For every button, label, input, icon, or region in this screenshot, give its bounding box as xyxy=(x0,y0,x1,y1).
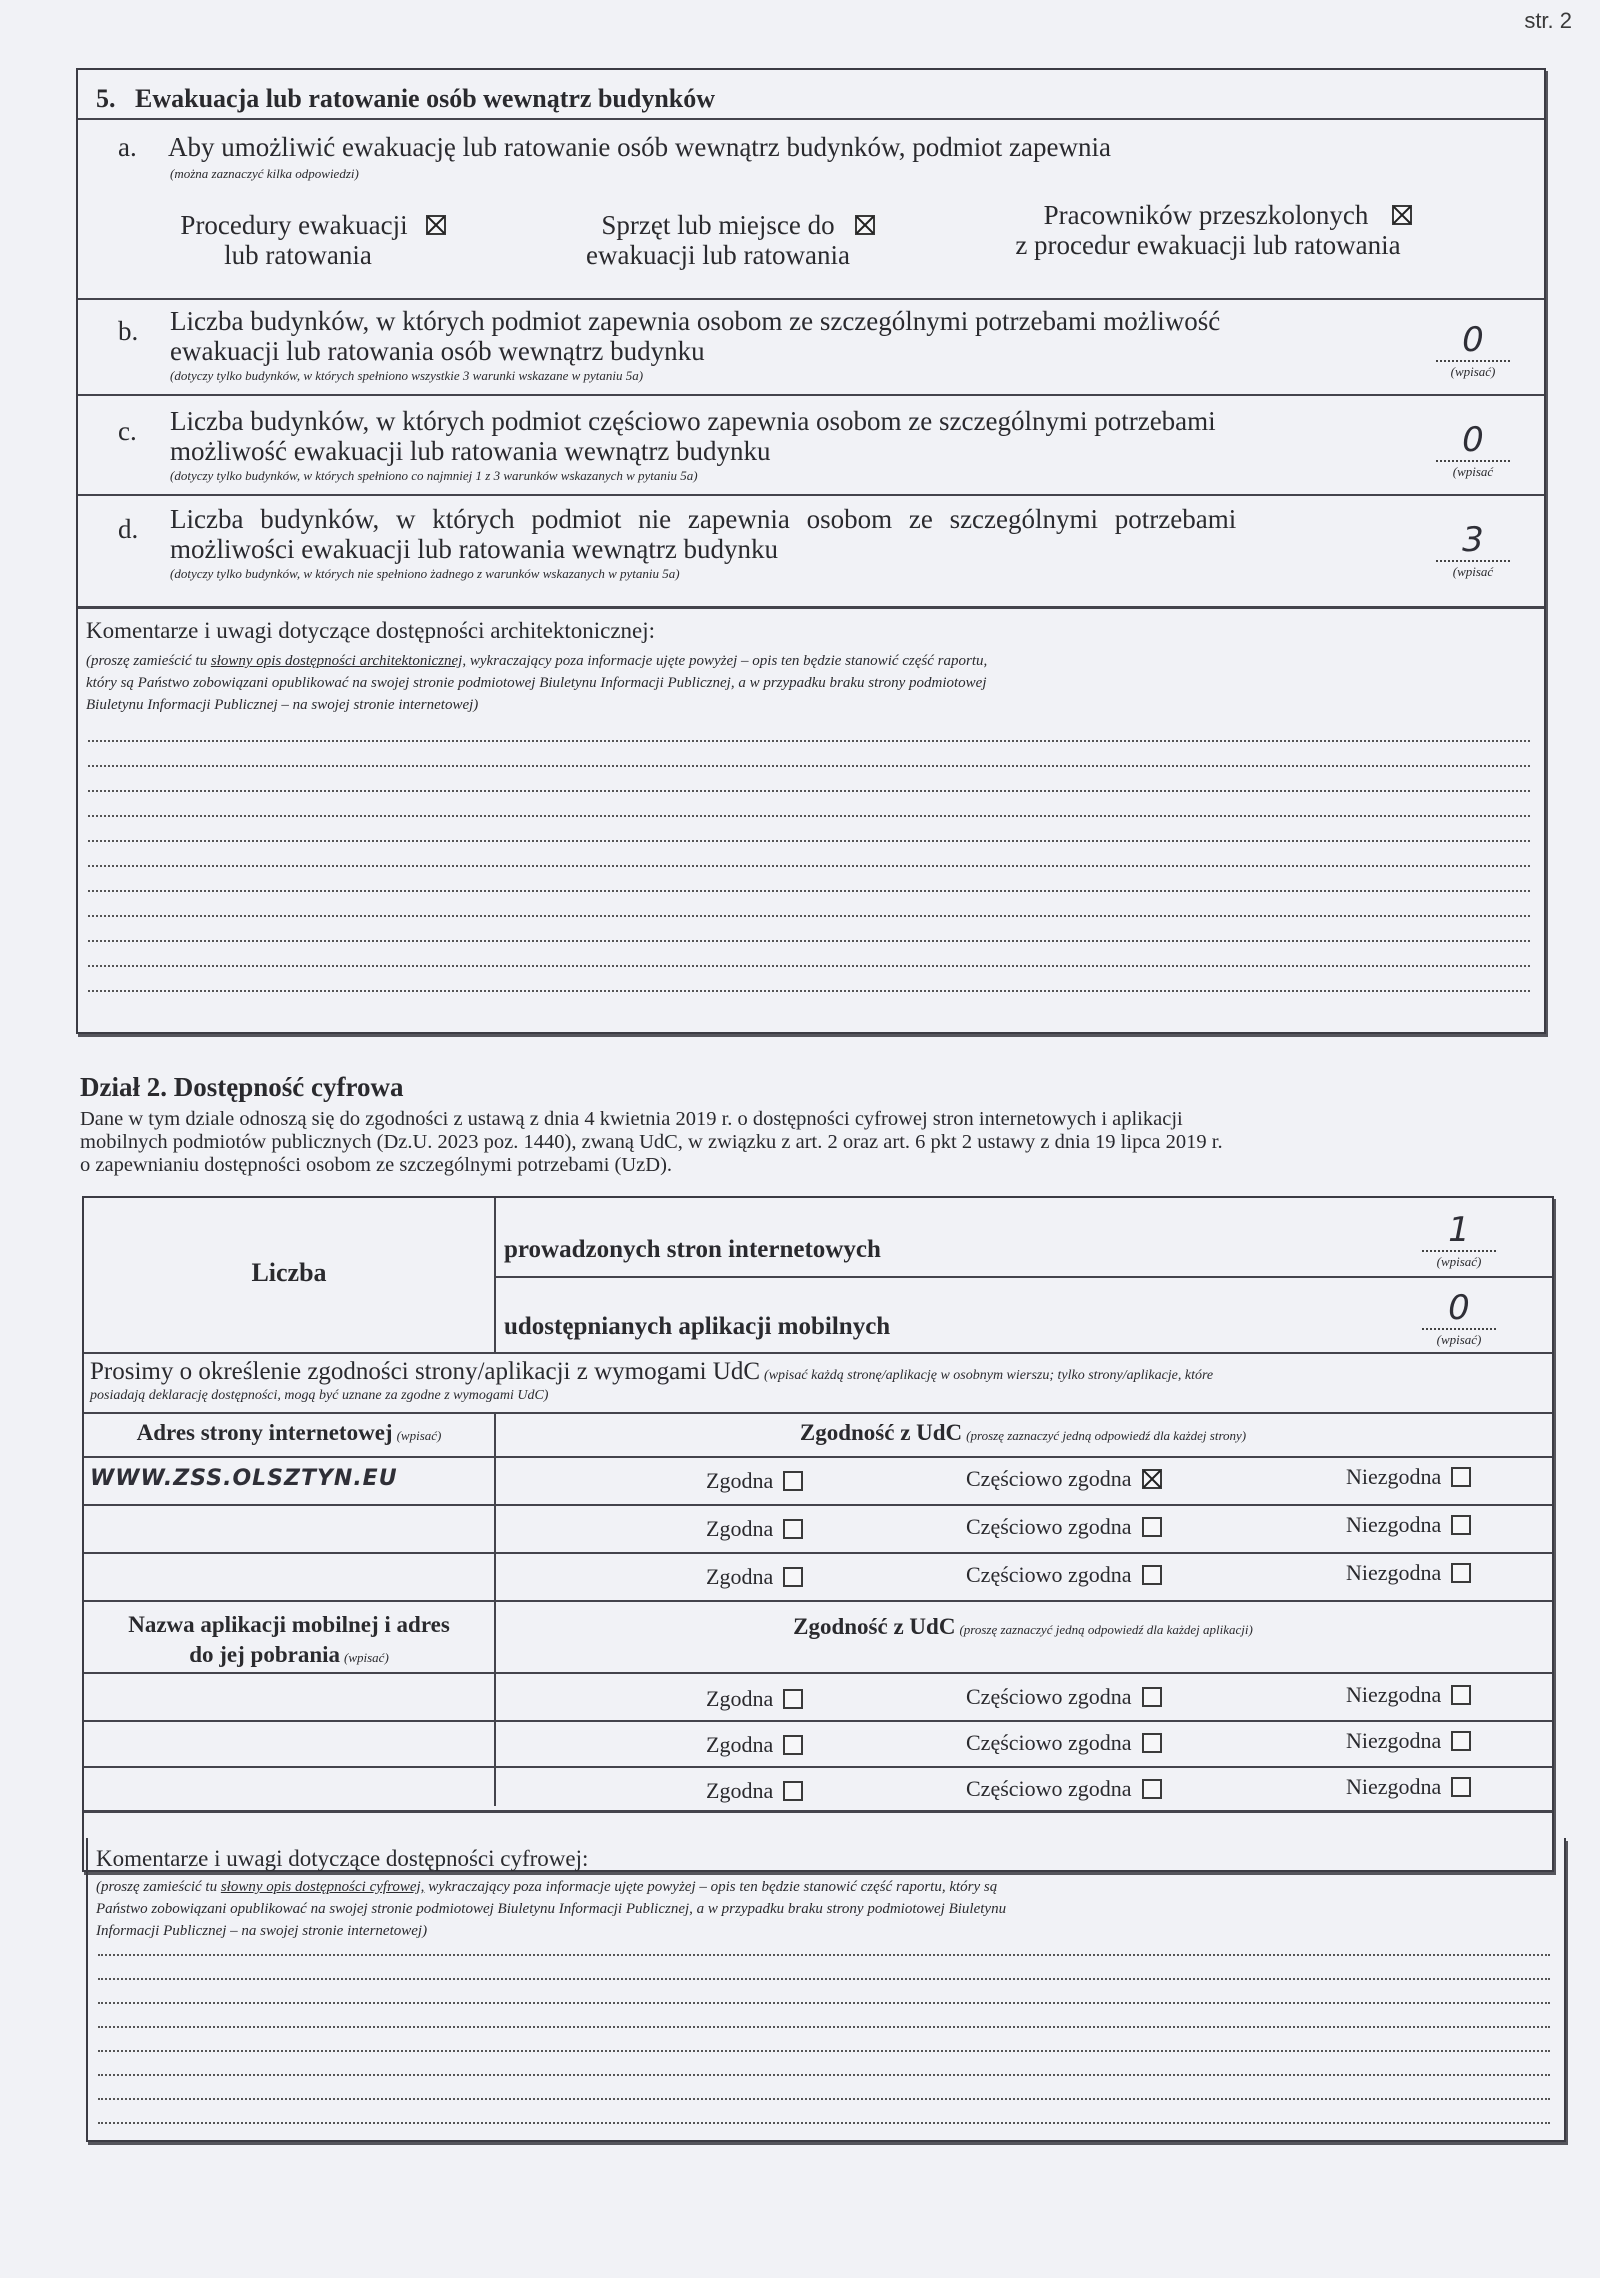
note-underlined: słowny opis dostępności architektonicznej, xyxy=(210,653,467,669)
apps-col2-note: (proszę zaznaczyć jedną odpowiedź dla każdej aplikacji) xyxy=(959,1622,1253,1637)
question-5b-line1: Liczba budynków, w których podmiot zapewnia osobom ze szczególnymi potrzebami możliwość xyxy=(170,306,1221,336)
option-zgodna-label: Zgodna xyxy=(706,1686,774,1711)
option-niezgodna-label: Niezgodna xyxy=(1346,1728,1442,1753)
compliance-prompt xyxy=(90,1358,1546,1404)
checkbox-czesciowo-zgodna[interactable] xyxy=(1142,1469,1162,1489)
checkbox-niezgodna[interactable] xyxy=(1451,1731,1471,1751)
option-czesciowo-label: Częściowo zgodna xyxy=(966,1776,1132,1801)
apps-col1-hint: (wpisać) xyxy=(344,1650,389,1665)
apps-count-label: udostępnianych aplikacji mobilnych xyxy=(504,1313,891,1340)
option-trained-staff-label2: z procedur ewakuacji lub ratowania xyxy=(1015,230,1401,260)
question-5c-note: (dotyczy tylko budynków, w których spełniono co najmniej 1 z 3 warunków wskazanych w pytaniu 5a) xyxy=(170,468,698,483)
intro-line1: Dane w tym dziale odnoszą się do zgodności z ustawą z dnia 4 kwietnia 2019 r. o dostępności cyfrowej stron internetowych i aplikacji xyxy=(80,1108,1183,1130)
website-address-input[interactable] xyxy=(90,1514,486,1544)
answer-5c[interactable] xyxy=(1418,420,1528,480)
website-address-input[interactable]: WWW.ZSS.OLSZTYN.EU xyxy=(90,1466,398,1491)
website-address-input[interactable] xyxy=(90,1562,486,1592)
option-czesciowo-label: Częściowo zgodna xyxy=(966,1514,1132,1539)
apps-count-hint: (wpisać) xyxy=(1436,1332,1482,1347)
question-5c-line1: Liczba budynków, w których podmiot częściowo zapewnia osobom ze szczególnymi potrzebami xyxy=(170,406,1216,436)
architectural-comments-note xyxy=(86,650,1526,716)
section-5-box xyxy=(76,68,1546,1034)
question-5d-line2: możliwości ewakuacji lub ratowania wewnątrz budynku xyxy=(170,534,779,564)
option-zgodna-label: Zgodna xyxy=(706,1516,774,1541)
option-zgodna-label: Zgodna xyxy=(706,1564,774,1589)
checkbox-niezgodna[interactable] xyxy=(1451,1563,1471,1583)
option-zgodna-label: Zgodna xyxy=(706,1468,774,1493)
checkbox-zgodna[interactable] xyxy=(783,1519,803,1539)
digital-comments-box[interactable] xyxy=(86,1838,1566,2142)
note-line3: Biuletynu Informacji Publicznej – na swojej stronie internetowej) xyxy=(86,697,479,713)
compliance-prompt-note1: (wpisać każdą stronę/aplikację w osobnym wierszu; tylko strony/aplikacje, które xyxy=(764,1368,1214,1383)
checkbox-czesciowo-zgodna[interactable] xyxy=(1142,1733,1162,1753)
checkbox-trained-staff[interactable] xyxy=(1392,205,1412,225)
note-line2: który są Państwo zobowiązani opublikować na swojej stronie podmiotowej Biuletynu Informacji Publicznej, a w przypadku braku strony podmiotowej xyxy=(86,675,987,691)
compliance-prompt-note2: posiadają deklarację dostępności, mogą być uznane za zgodne z wymogami UdC) xyxy=(90,1388,549,1403)
apps-col1-header-line2: do jej pobrania xyxy=(189,1642,340,1667)
note-underlined: słowny opis dostępności cyfrowej, xyxy=(220,1879,425,1895)
dzial2-intro xyxy=(80,1108,1560,1177)
checkbox-zgodna[interactable] xyxy=(783,1471,803,1491)
websites-col1-header xyxy=(84,1420,494,1446)
count-label: Liczba xyxy=(251,1258,327,1287)
question-5b-line2: ewakuacji lub ratowania osób wewnątrz budynku xyxy=(170,336,705,366)
checkbox-niezgodna[interactable] xyxy=(1451,1467,1471,1487)
option-niezgodna-label: Niezgodna xyxy=(1346,1464,1442,1489)
option-niezgodna-label: Niezgodna xyxy=(1346,1512,1442,1537)
websites-col1-header-text: Adres strony internetowej xyxy=(136,1420,393,1445)
app-name-input[interactable] xyxy=(90,1772,486,1802)
checkbox-czesciowo-zgodna[interactable] xyxy=(1142,1565,1162,1585)
option-zgodna-label: Zgodna xyxy=(706,1732,774,1757)
dzial2-title: Dział 2. Dostępność cyfrowa xyxy=(80,1072,404,1102)
section-5-title: 5. Ewakuacja lub ratowanie osób wewnątrz budynków xyxy=(96,84,716,113)
option-czesciowo-label: Częściowo zgodna xyxy=(966,1684,1132,1709)
answer-5d-value[interactable]: 3 xyxy=(1462,520,1484,560)
digital-comments-note xyxy=(96,1876,1546,1942)
answer-5c-hint: (wpisać xyxy=(1452,464,1494,479)
option-equipment-label2: ewakuacji lub ratowania xyxy=(586,240,850,270)
page-number: str. 2 xyxy=(1524,8,1572,33)
note-prefix: (proszę zamieścić tu xyxy=(86,653,211,669)
note-prefix: (proszę zamieścić tu xyxy=(96,1879,221,1895)
option-czesciowo-label: Częściowo zgodna xyxy=(966,1730,1132,1755)
websites-col2-header-text: Zgodność z UdC xyxy=(799,1420,963,1445)
digital-comments-title: Komentarze i uwagi dotyczące dostępności cyfrowej: xyxy=(96,1846,589,1871)
option-czesciowo-label: Częściowo zgodna xyxy=(966,1562,1132,1587)
websites-count-value[interactable]: 1 xyxy=(1448,1210,1470,1250)
question-5a-label: a. xyxy=(118,132,137,162)
apps-col1-header-line1: Nazwa aplikacji mobilnej i adres xyxy=(128,1612,450,1637)
checkbox-czesciowo-zgodna[interactable] xyxy=(1142,1779,1162,1799)
option-procedures-label: Procedury ewakuacji xyxy=(180,210,408,240)
checkbox-procedures[interactable] xyxy=(426,215,446,235)
websites-col2-header xyxy=(494,1420,1552,1446)
websites-col2-note: (proszę zaznaczyć jedną odpowiedź dla każdej strony) xyxy=(966,1428,1247,1443)
compliance-prompt-text: Prosimy o określenie zgodności strony/aplikacji z wymogami UdC xyxy=(90,1358,761,1385)
answer-5d-hint: (wpisać xyxy=(1452,564,1494,579)
question-5b-note: (dotyczy tylko budynków, w których spełniono wszystkie 3 warunki wskazane w pytaniu 5a) xyxy=(170,368,644,383)
websites-col1-hint: (wpisać) xyxy=(396,1428,442,1443)
question-5b-label: b. xyxy=(118,316,139,346)
note-line2: Państwo zobowiązani opublikować na swojej stronie podmiotowej Biuletynu Informacji Publicznej, a w przypadku braku strony podmiotowej Biuletynu xyxy=(96,1901,1007,1917)
answer-5b-hint: (wpisać) xyxy=(1450,364,1496,379)
option-trained-staff-label: Pracowników przeszkolonych xyxy=(1043,200,1369,230)
option-trained-staff xyxy=(938,200,1518,260)
answer-5d[interactable] xyxy=(1418,520,1528,580)
apps-col2-header xyxy=(494,1614,1552,1640)
checkbox-equipment[interactable] xyxy=(855,215,875,235)
option-procedures xyxy=(148,210,478,270)
question-5d-line1: Liczba budynków, w których podmiot nie zapewnia osobom ze szczególnymi potrzebami xyxy=(170,504,1237,534)
question-5a-text: Aby umożliwić ewakuację lub ratowanie osób wewnątrz budynków, podmiot zapewnia xyxy=(168,132,1111,162)
option-zgodna-label: Zgodna xyxy=(706,1778,774,1803)
checkbox-niezgodna[interactable] xyxy=(1451,1777,1471,1797)
intro-line3: o zapewnianiu dostępności osobom ze szczególnymi potrzebami (UzD). xyxy=(80,1154,673,1176)
websites-count[interactable] xyxy=(1404,1210,1514,1270)
app-name-input[interactable] xyxy=(90,1680,486,1710)
question-5a-note: (można zaznaczyć kilka odpowiedzi) xyxy=(170,166,359,181)
apps-col1-header xyxy=(84,1610,494,1673)
apps-col2-header-text: Zgodność z UdC xyxy=(793,1614,956,1639)
apps-count[interactable] xyxy=(1404,1288,1514,1348)
architectural-comments[interactable] xyxy=(78,610,1544,1032)
checkbox-zgodna[interactable] xyxy=(783,1689,803,1709)
question-5c-label: c. xyxy=(118,416,137,446)
question-5d-note: (dotyczy tylko budynków, w których nie spełniono żadnego z warunków wskazanych w pytaniu 5a) xyxy=(170,566,680,581)
websites-count-hint: (wpisać) xyxy=(1436,1254,1482,1269)
checkbox-czesciowo-zgodna[interactable] xyxy=(1142,1687,1162,1707)
checkbox-zgodna[interactable] xyxy=(783,1781,803,1801)
apps-count-value[interactable]: 0 xyxy=(1448,1288,1470,1328)
app-name-input[interactable] xyxy=(90,1728,486,1758)
checkbox-zgodna[interactable] xyxy=(783,1735,803,1755)
architectural-comments-title: Komentarze i uwagi dotyczące dostępności architektonicznej: xyxy=(86,618,656,643)
note-rest: wykraczający poza informacje ujęte powyżej – opis ten będzie stanowić część raportu, który są xyxy=(424,1879,998,1895)
checkbox-niezgodna[interactable] xyxy=(1451,1685,1471,1705)
answer-5c-value[interactable]: 0 xyxy=(1462,420,1484,460)
answer-5b[interactable] xyxy=(1418,320,1528,380)
question-5c-line2: możliwość ewakuacji lub ratowania wewnątrz budynku xyxy=(170,436,771,466)
option-equipment xyxy=(518,210,958,270)
note-line3: Informacji Publicznej – na swojej stronie internetowej) xyxy=(96,1923,428,1939)
option-equipment-label: Sprzęt lub miejsce do xyxy=(601,210,835,240)
question-5d-label: d. xyxy=(118,514,139,544)
digital-accessibility-box xyxy=(82,1196,1554,1872)
checkbox-zgodna[interactable] xyxy=(783,1567,803,1587)
option-czesciowo-label: Częściowo zgodna xyxy=(966,1466,1132,1491)
intro-line2: mobilnych podmiotów publicznych (Dz.U. 2023 poz. 1440), zwaną UdC, w związku z art. 2 oraz art. 6 pkt 2 ustawy z dnia 19 lipca 2019 r. xyxy=(80,1131,1223,1153)
note-rest: wykraczający poza informacje ujęte powyżej – opis ten będzie stanowić część raportu, xyxy=(466,653,988,669)
option-procedures-label2: lub ratowania xyxy=(224,240,372,270)
checkbox-czesciowo-zgodna[interactable] xyxy=(1142,1517,1162,1537)
option-niezgodna-label: Niezgodna xyxy=(1346,1560,1442,1585)
websites-count-label: prowadzonych stron internetowych xyxy=(504,1236,881,1263)
option-niezgodna-label: Niezgodna xyxy=(1346,1682,1442,1707)
option-niezgodna-label: Niezgodna xyxy=(1346,1774,1442,1799)
answer-5b-value[interactable]: 0 xyxy=(1462,320,1484,360)
checkbox-niezgodna[interactable] xyxy=(1451,1515,1471,1535)
